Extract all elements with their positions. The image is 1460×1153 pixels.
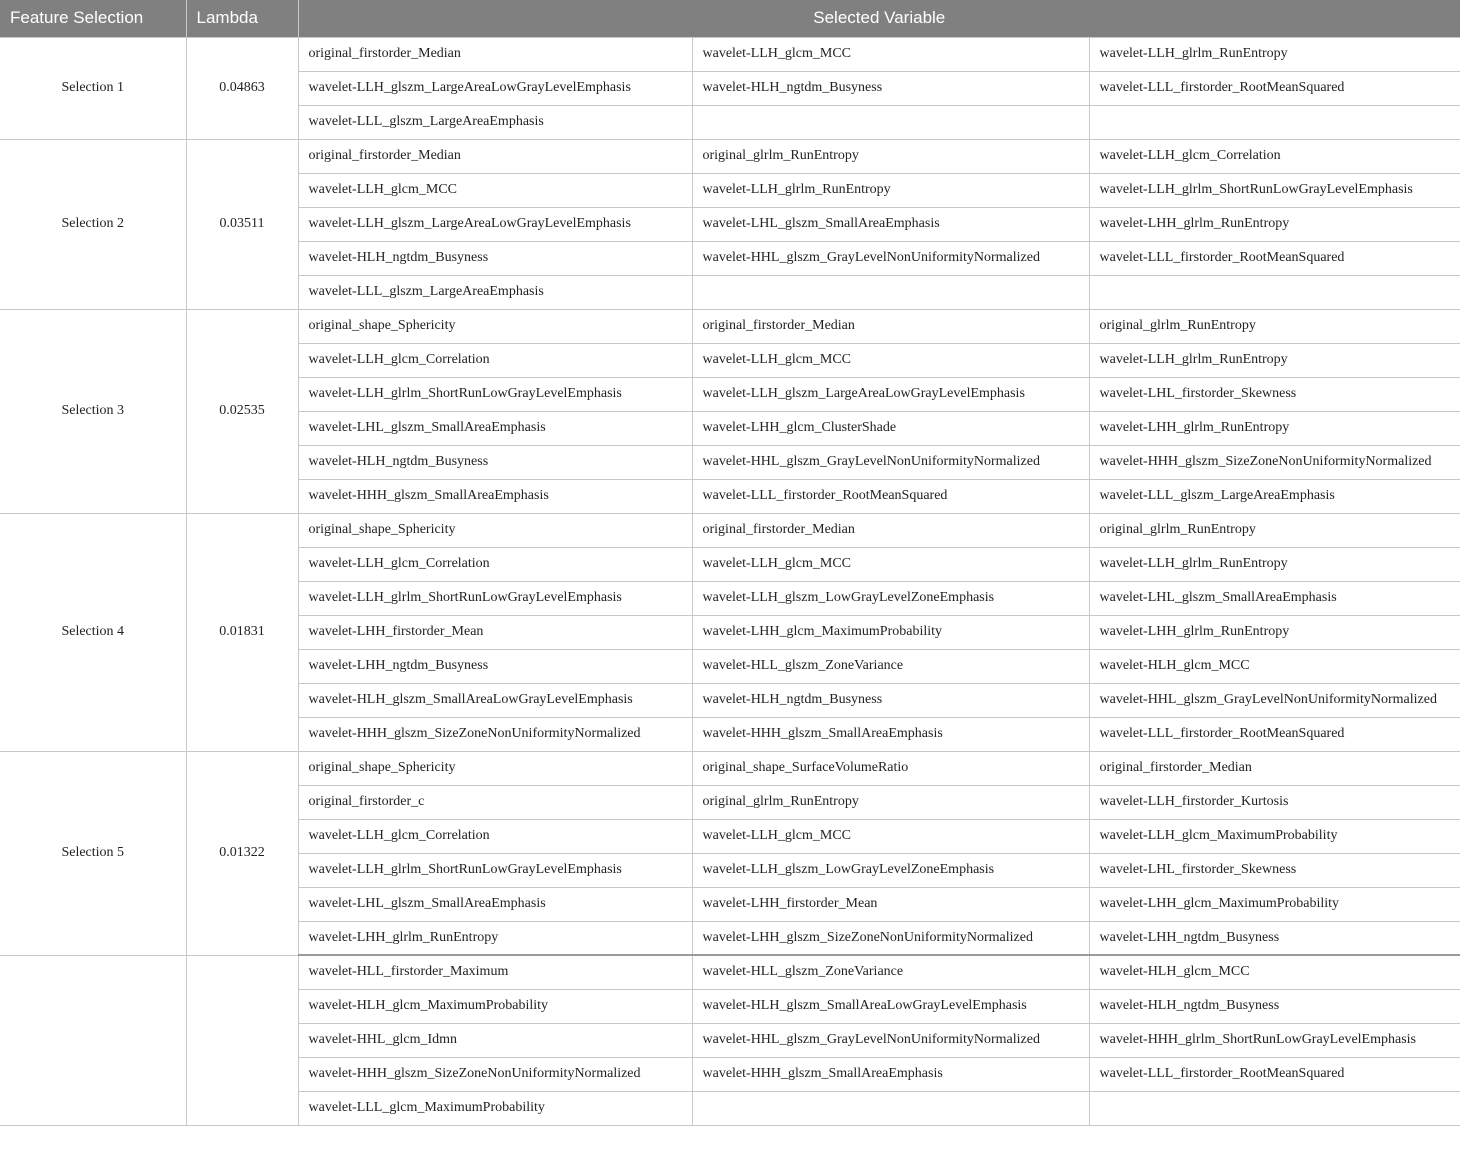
selected-variable-cell: wavelet-LLH_glszm_LowGrayLevelZoneEmphasis (692, 853, 1089, 887)
selected-variable-cell: wavelet-LHH_ngtdm_Busyness (298, 649, 692, 683)
selected-variable-cell: original_firstorder_Median (1089, 751, 1460, 785)
selected-variable-cell: wavelet-LHL_glszm_SmallAreaEmphasis (298, 887, 692, 921)
selected-variable-cell: wavelet-HLH_glcm_MaximumProbability (298, 989, 692, 1023)
table-row (0, 139, 1460, 173)
selected-variable-cell: wavelet-LHH_firstorder_Mean (298, 615, 692, 649)
selected-variable-cell: original_firstorder_c (298, 785, 692, 819)
selected-variable-cell: wavelet-LHH_glszm_SizeZoneNonUniformityNormalized (692, 921, 1089, 955)
selected-variable-cell: wavelet-HLH_ngtdm_Busyness (692, 71, 1089, 105)
selected-variable-cell: wavelet-LHH_glrlm_RunEntropy (298, 921, 692, 955)
selected-variable-cell: wavelet-LLH_glrlm_ShortRunLowGrayLevelEmphasis (298, 581, 692, 615)
selected-variable-cell: wavelet-HHH_glszm_SizeZoneNonUniformityNormalized (298, 1057, 692, 1091)
selected-variable-cell: wavelet-HHH_glszm_SmallAreaEmphasis (692, 717, 1089, 751)
selected-variable-cell: wavelet-HLH_glszm_SmallAreaLowGrayLevelEmphasis (298, 683, 692, 717)
selected-variable-cell: wavelet-HLH_glcm_MCC (1089, 955, 1460, 989)
selected-variable-cell: wavelet-LHH_glrlm_RunEntropy (1089, 411, 1460, 445)
selected-variable-cell: wavelet-LLH_glcm_MCC (692, 37, 1089, 71)
selected-variable-cell: wavelet-LLH_firstorder_Kurtosis (1089, 785, 1460, 819)
selected-variable-cell: wavelet-HLH_ngtdm_Busyness (1089, 989, 1460, 1023)
lambda-cell: 0.04863 (186, 37, 298, 139)
selected-variable-cell: original_firstorder_Median (692, 513, 1089, 547)
lambda-cell: 0.02535 (186, 309, 298, 513)
selected-variable-cell: wavelet-LLH_glcm_MCC (692, 343, 1089, 377)
selected-variable-cell: wavelet-LLH_glszm_LargeAreaLowGrayLevelEmphasis (298, 71, 692, 105)
selected-variable-cell: original_shape_Sphericity (298, 751, 692, 785)
selected-variable-cell: wavelet-HHL_glszm_GrayLevelNonUniformityNormalized (692, 241, 1089, 275)
lambda-cell: 0.03511 (186, 139, 298, 309)
selected-variable-cell: wavelet-HLH_ngtdm_Busyness (692, 683, 1089, 717)
selected-variable-cell: wavelet-LLL_firstorder_RootMeanSquared (1089, 1057, 1460, 1091)
selected-variable-cell: wavelet-LHH_glcm_MaximumProbability (692, 615, 1089, 649)
selected-variable-cell: original_glrlm_RunEntropy (1089, 513, 1460, 547)
selected-variable-cell: wavelet-LLH_glcm_MCC (298, 173, 692, 207)
selected-variable-cell: original_glrlm_RunEntropy (1089, 309, 1460, 343)
selected-variable-cell: wavelet-LHL_glszm_SmallAreaEmphasis (692, 207, 1089, 241)
selected-variable-cell: wavelet-LHH_ngtdm_Busyness (1089, 921, 1460, 955)
selected-variable-cell: wavelet-HHL_glszm_GrayLevelNonUniformityNormalized (1089, 683, 1460, 717)
selected-variable-cell: wavelet-HLH_glcm_MCC (1089, 649, 1460, 683)
selection-name-cell: Selection 3 (0, 309, 186, 513)
selected-variable-cell: wavelet-LLL_firstorder_RootMeanSquared (1089, 717, 1460, 751)
table-row (0, 309, 1460, 343)
lambda-cell (186, 955, 298, 1125)
selected-variable-cell: original_firstorder_Median (298, 37, 692, 71)
table-row (0, 751, 1460, 785)
selected-variable-cell: wavelet-LLL_glszm_LargeAreaEmphasis (298, 105, 692, 139)
selected-variable-cell: wavelet-LLH_glcm_MaximumProbability (1089, 819, 1460, 853)
selected-variable-cell: wavelet-LLH_glcm_MCC (692, 547, 1089, 581)
table-body (0, 37, 1460, 1125)
selected-variable-cell (692, 1091, 1089, 1125)
selected-variable-cell: wavelet-LLH_glszm_LowGrayLevelZoneEmphasis (692, 581, 1089, 615)
lambda-cell: 0.01322 (186, 751, 298, 955)
selected-variable-cell: wavelet-HHH_glszm_SmallAreaEmphasis (298, 479, 692, 513)
selected-variable-cell (1089, 1091, 1460, 1125)
selected-variable-cell: wavelet-LHH_firstorder_Mean (692, 887, 1089, 921)
selection-name-cell: Selection 5 (0, 751, 186, 955)
selected-variable-cell: wavelet-HLH_ngtdm_Busyness (298, 445, 692, 479)
table-row (0, 37, 1460, 71)
selected-variable-cell: wavelet-HLL_glszm_ZoneVariance (692, 649, 1089, 683)
selected-variable-cell: original_glrlm_RunEntropy (692, 785, 1089, 819)
selected-variable-cell: wavelet-LHH_glcm_ClusterShade (692, 411, 1089, 445)
header-lambda: Lambda (186, 0, 298, 37)
selected-variable-cell: wavelet-LLH_glcm_MCC (692, 819, 1089, 853)
selected-variable-cell: wavelet-LLH_glcm_Correlation (298, 819, 692, 853)
selected-variable-cell: wavelet-LLH_glcm_Correlation (298, 343, 692, 377)
selected-variable-cell: wavelet-LLH_glszm_LargeAreaLowGrayLevelEmphasis (298, 207, 692, 241)
selected-variable-cell: wavelet-LLL_firstorder_RootMeanSquared (692, 479, 1089, 513)
selected-variable-cell (1089, 275, 1460, 309)
selected-variable-cell: wavelet-LHL_glszm_SmallAreaEmphasis (1089, 581, 1460, 615)
selected-variable-cell: wavelet-HLL_firstorder_Maximum (298, 955, 692, 989)
selected-variable-cell: wavelet-HLL_glszm_ZoneVariance (692, 955, 1089, 989)
selected-variable-cell: wavelet-LLH_glrlm_RunEntropy (692, 173, 1089, 207)
selected-variable-cell: wavelet-HLH_ngtdm_Busyness (298, 241, 692, 275)
selected-variable-cell: wavelet-HHH_glszm_SizeZoneNonUniformityNormalized (1089, 445, 1460, 479)
lambda-cell: 0.01831 (186, 513, 298, 751)
table-row (0, 513, 1460, 547)
selected-variable-cell: wavelet-HLH_glszm_SmallAreaLowGrayLevelEmphasis (692, 989, 1089, 1023)
selected-variable-cell: wavelet-LLH_glrlm_ShortRunLowGrayLevelEmphasis (298, 853, 692, 887)
selected-variable-cell: wavelet-LLL_firstorder_RootMeanSquared (1089, 241, 1460, 275)
selected-variable-cell: wavelet-LLH_glrlm_RunEntropy (1089, 343, 1460, 377)
selected-variable-cell: original_firstorder_Median (298, 139, 692, 173)
selected-variable-cell: wavelet-HHH_glrlm_ShortRunLowGrayLevelEmphasis (1089, 1023, 1460, 1057)
header-feature-selection: Feature Selection (0, 0, 186, 37)
selected-variable-cell: wavelet-LHL_firstorder_Skewness (1089, 853, 1460, 887)
selected-variable-cell: wavelet-LHH_glrlm_RunEntropy (1089, 615, 1460, 649)
selected-variable-cell: wavelet-LLH_glrlm_RunEntropy (1089, 547, 1460, 581)
selected-variable-cell: wavelet-HHL_glcm_Idmn (298, 1023, 692, 1057)
selected-variable-cell: wavelet-LHH_glrlm_RunEntropy (1089, 207, 1460, 241)
selected-variable-cell: wavelet-HHH_glszm_SmallAreaEmphasis (692, 1057, 1089, 1091)
selected-variable-cell: wavelet-LLH_glrlm_ShortRunLowGrayLevelEmphasis (1089, 173, 1460, 207)
selected-variable-cell: original_shape_Sphericity (298, 309, 692, 343)
selection-name-cell (0, 955, 186, 1125)
header-selected-variable: Selected Variable (298, 0, 1460, 37)
selected-variable-cell: wavelet-LLH_glrlm_RunEntropy (1089, 37, 1460, 71)
selected-variable-cell: original_shape_Sphericity (298, 513, 692, 547)
selected-variable-cell: original_firstorder_Median (692, 309, 1089, 343)
selected-variable-cell: wavelet-HHL_glszm_GrayLevelNonUniformityNormalized (692, 1023, 1089, 1057)
selected-variable-cell: original_glrlm_RunEntropy (692, 139, 1089, 173)
selected-variable-cell: wavelet-LLH_glcm_Correlation (298, 547, 692, 581)
selected-variable-cell: wavelet-LHL_glszm_SmallAreaEmphasis (298, 411, 692, 445)
selection-name-cell: Selection 4 (0, 513, 186, 751)
selected-variable-cell: wavelet-LLL_glszm_LargeAreaEmphasis (1089, 479, 1460, 513)
table-header (0, 0, 1460, 37)
table-row (0, 955, 1460, 989)
selected-variable-cell: wavelet-LLL_firstorder_RootMeanSquared (1089, 71, 1460, 105)
selected-variable-cell (692, 105, 1089, 139)
selected-variable-cell: original_shape_SurfaceVolumeRatio (692, 751, 1089, 785)
selected-variable-cell: wavelet-LLH_glcm_Correlation (1089, 139, 1460, 173)
selected-variable-cell (692, 275, 1089, 309)
selected-variable-cell: wavelet-LHL_firstorder_Skewness (1089, 377, 1460, 411)
header-row (0, 0, 1460, 37)
selected-variable-cell: wavelet-LLH_glrlm_ShortRunLowGrayLevelEmphasis (298, 377, 692, 411)
selected-variable-cell: wavelet-LLH_glszm_LargeAreaLowGrayLevelEmphasis (692, 377, 1089, 411)
selection-name-cell: Selection 1 (0, 37, 186, 139)
selection-name-cell: Selection 2 (0, 139, 186, 309)
selected-variable-cell: wavelet-LHH_glcm_MaximumProbability (1089, 887, 1460, 921)
selected-variable-cell: wavelet-HHL_glszm_GrayLevelNonUniformityNormalized (692, 445, 1089, 479)
selected-variable-cell: wavelet-LLL_glcm_MaximumProbability (298, 1091, 692, 1125)
selected-variable-cell (1089, 105, 1460, 139)
selected-variable-cell: wavelet-LLL_glszm_LargeAreaEmphasis (298, 275, 692, 309)
selected-variable-cell: wavelet-HHH_glszm_SizeZoneNonUniformityNormalized (298, 717, 692, 751)
